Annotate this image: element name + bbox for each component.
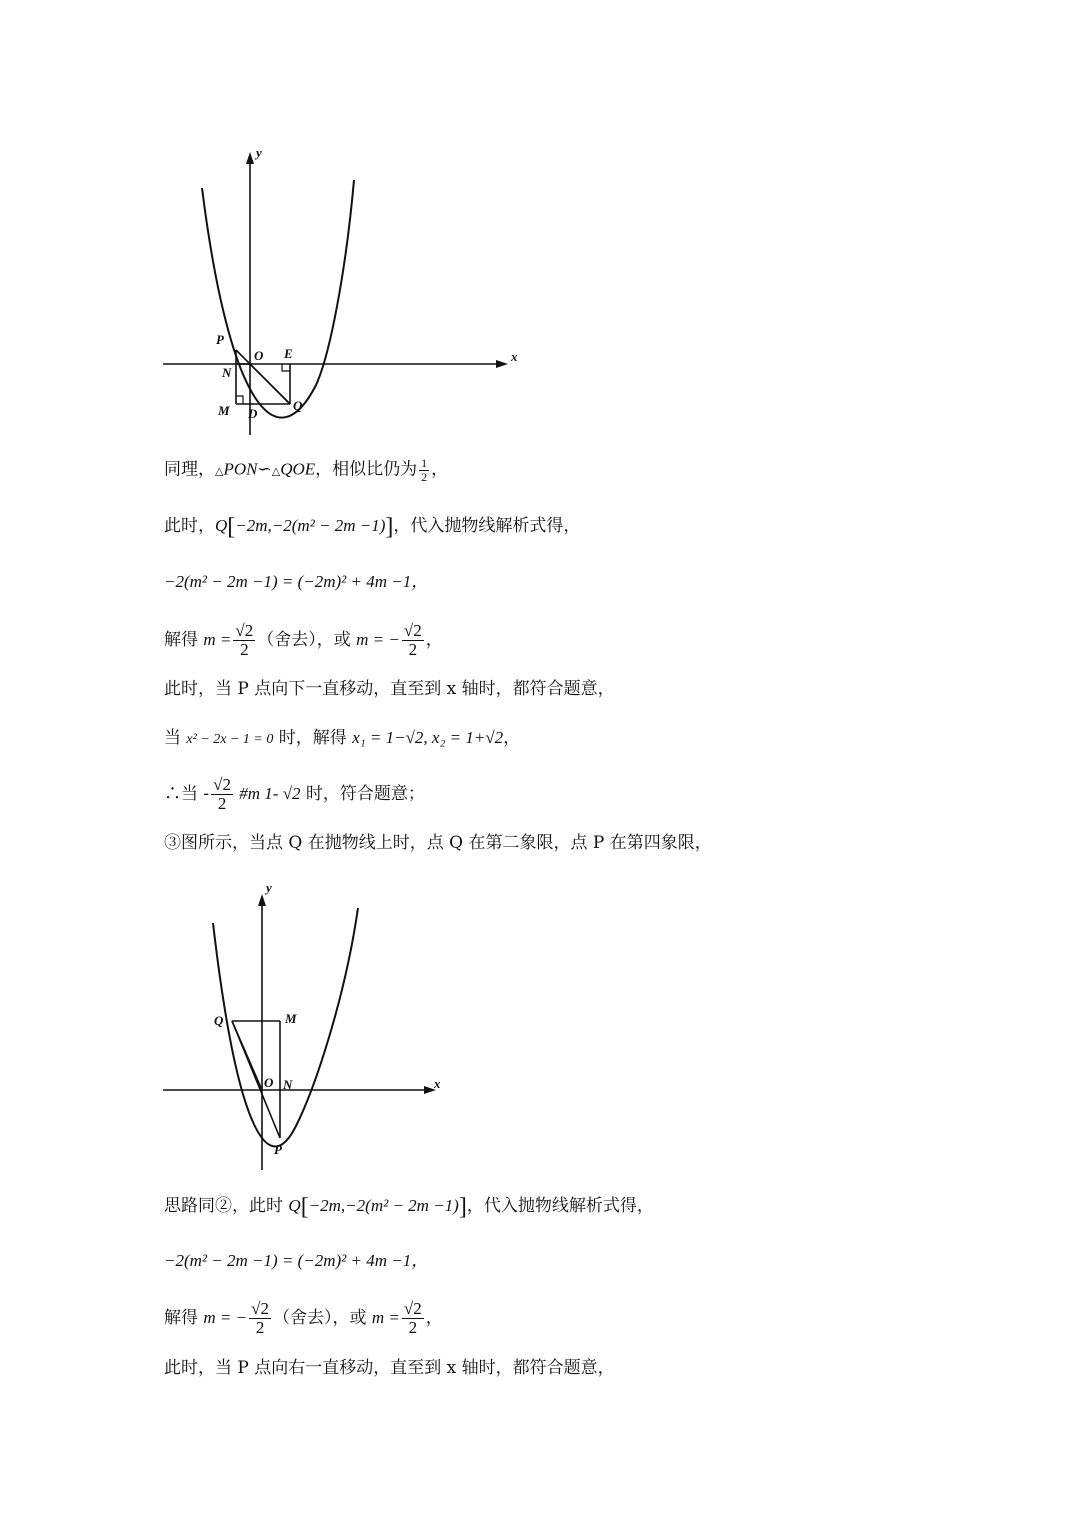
text-line-9: 思路同②，此时 Q[−2m,−2(m² − 2m −1)]，代入抛物线解析式得， <box>164 1194 654 1220</box>
parabola-curve <box>202 180 354 418</box>
label-m: M <box>285 1011 297 1026</box>
text-line-10: −2(m² − 2m −1) = (−2m)² + 4m −1， <box>164 1251 429 1270</box>
segment-qo <box>232 1021 262 1090</box>
label-p: P <box>216 332 224 347</box>
label-q: Q <box>293 398 303 413</box>
y-axis-arrow <box>246 152 254 164</box>
label-o: O <box>254 348 264 363</box>
text-line-4: 解得 m = $\frac{√2}{2}$ （舍去），或 m = − $\frac{√2}{2}$ ， <box>164 621 443 659</box>
right-angle-m <box>236 396 243 404</box>
right-angle-e <box>282 364 290 371</box>
label-n: N <box>222 365 232 380</box>
label-y: y <box>256 145 262 160</box>
fraction-sqrt2-over-2: $\frac{√2}{2}$ <box>403 621 422 659</box>
text-line-6: 当 x² − 2x − 1 = 0 时，解得 x₁ = 1−√2, x₂ = 1+√2， <box>164 728 521 748</box>
label-y: y <box>266 880 272 895</box>
text-line-11: 解得 m = − $\frac{√2}{2}$ （舍去），或 m = $\frac{√2}{2}$ ， <box>164 1299 443 1337</box>
label-x: x <box>434 1076 441 1091</box>
text-line-3: −2(m² − 2m −1) = (−2m)² + 4m −1， <box>164 572 429 591</box>
fraction-sqrt2-over-2: $\frac{√2}{2}$ <box>251 1299 269 1337</box>
figure-1-parabola <box>150 140 540 450</box>
fraction-one-half: $\frac{1}{2}$ <box>421 456 428 484</box>
text-line-5: 此时，当 P 点向下一直移动，直至到 x 轴时，都符合题意， <box>164 679 615 699</box>
label-e: E <box>284 346 293 361</box>
label-o: O <box>264 1075 274 1090</box>
figure-2-parabola <box>150 878 460 1178</box>
label-d: D <box>248 406 258 421</box>
fraction-sqrt2-over-2: $\frac{√2}{2}$ <box>403 1299 422 1337</box>
y-axis-arrow <box>258 894 266 906</box>
fraction-sqrt2-over-2: $\frac{√2}{2}$ <box>235 621 254 659</box>
fraction-sqrt2-over-2: $\frac{√2}{2}$ <box>213 775 231 813</box>
label-q: Q <box>214 1013 224 1028</box>
label-m: M <box>218 403 230 418</box>
label-x: x <box>511 349 518 364</box>
x-axis-arrow <box>496 360 508 368</box>
text-line-7: ∴当 - $\frac{√2}{2}$ #m 1- √2 时，符合题意； <box>164 775 425 813</box>
label-n: N <box>283 1077 293 1092</box>
text-line-2: 此时，Q[−2m,−2(m² − 2m −1)]，代入抛物线解析式得， <box>164 514 581 540</box>
text-line-8: ③图所示，当点 Q 在抛物线上时，点 Q 在第二象限，点 P 在第四象限， <box>164 833 712 853</box>
text-line-12: 此时，当 P 点向右一直移动，直至到 x 轴时，都符合题意， <box>164 1358 615 1378</box>
text-line-1: 同理，△PON∽△QOE，相似比仍为 $\frac{1}{2}$ ， <box>164 456 449 484</box>
label-p: P <box>274 1142 282 1157</box>
